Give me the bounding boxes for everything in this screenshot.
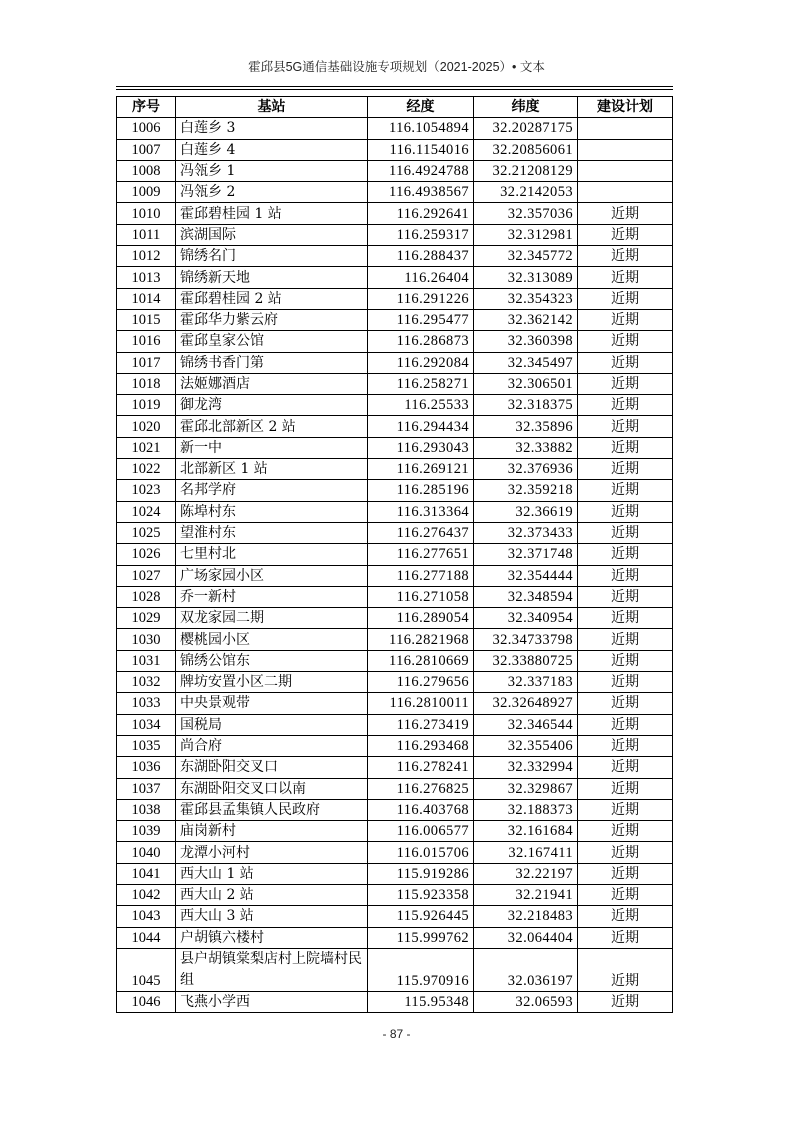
cell-id: 1015 bbox=[117, 309, 176, 330]
cell-plan bbox=[578, 160, 673, 181]
cell-plan: 近期 bbox=[578, 288, 673, 309]
cell-plan: 近期 bbox=[578, 309, 673, 330]
cell-id: 1026 bbox=[117, 544, 176, 565]
cell-latitude: 32.218483 bbox=[474, 906, 578, 927]
column-header-station: 基站 bbox=[176, 97, 368, 118]
base-station-table bbox=[116, 96, 673, 1013]
cell-plan: 近期 bbox=[578, 246, 673, 267]
table-row bbox=[117, 650, 673, 671]
table-row bbox=[117, 395, 673, 416]
cell-longitude: 116.292641 bbox=[368, 203, 474, 224]
cell-longitude: 116.313364 bbox=[368, 501, 474, 522]
cell-longitude: 116.285196 bbox=[368, 480, 474, 501]
cell-station-name: 广场家园小区 bbox=[176, 565, 368, 586]
cell-station-name: 御龙湾 bbox=[176, 395, 368, 416]
cell-id: 1032 bbox=[117, 672, 176, 693]
cell-plan: 近期 bbox=[578, 416, 673, 437]
table-row bbox=[117, 842, 673, 863]
cell-latitude: 32.33880725 bbox=[474, 650, 578, 671]
column-header-latitude: 纬度 bbox=[474, 97, 578, 118]
cell-longitude: 115.999762 bbox=[368, 927, 474, 948]
table-row bbox=[117, 608, 673, 629]
cell-plan: 近期 bbox=[578, 735, 673, 756]
cell-longitude: 116.403768 bbox=[368, 799, 474, 820]
table-row bbox=[117, 288, 673, 309]
cell-plan bbox=[578, 118, 673, 139]
cell-station-name: 锦绣公馆东 bbox=[176, 650, 368, 671]
cell-longitude: 116.269121 bbox=[368, 459, 474, 480]
cell-latitude: 32.06593 bbox=[474, 991, 578, 1012]
table-row bbox=[117, 246, 673, 267]
cell-longitude: 116.288437 bbox=[368, 246, 474, 267]
cell-latitude: 32.306501 bbox=[474, 373, 578, 394]
cell-id: 1041 bbox=[117, 863, 176, 884]
table-row bbox=[117, 416, 673, 437]
cell-id: 1009 bbox=[117, 182, 176, 203]
cell-latitude: 32.354323 bbox=[474, 288, 578, 309]
cell-latitude: 32.371748 bbox=[474, 544, 578, 565]
cell-longitude: 116.286873 bbox=[368, 331, 474, 352]
column-header-id: 序号 bbox=[117, 97, 176, 118]
table-row bbox=[117, 672, 673, 693]
cell-plan: 近期 bbox=[578, 267, 673, 288]
cell-station-name: 陈埠村东 bbox=[176, 501, 368, 522]
cell-longitude: 115.926445 bbox=[368, 906, 474, 927]
cell-longitude: 116.279656 bbox=[368, 672, 474, 693]
cell-station-name: 名邦学府 bbox=[176, 480, 368, 501]
cell-station-name: 锦绣名门 bbox=[176, 246, 368, 267]
table-row bbox=[117, 799, 673, 820]
table-row bbox=[117, 778, 673, 799]
cell-plan: 近期 bbox=[578, 821, 673, 842]
cell-id: 1043 bbox=[117, 906, 176, 927]
table-row bbox=[117, 693, 673, 714]
cell-id: 1034 bbox=[117, 714, 176, 735]
cell-id: 1011 bbox=[117, 224, 176, 245]
cell-latitude: 32.2142053 bbox=[474, 182, 578, 203]
cell-latitude: 32.36619 bbox=[474, 501, 578, 522]
table-row bbox=[117, 565, 673, 586]
cell-plan: 近期 bbox=[578, 863, 673, 884]
table-row bbox=[117, 714, 673, 735]
cell-longitude: 116.294434 bbox=[368, 416, 474, 437]
cell-id: 1024 bbox=[117, 501, 176, 522]
table-row bbox=[117, 863, 673, 884]
cell-plan: 近期 bbox=[578, 608, 673, 629]
table-row bbox=[117, 309, 673, 330]
cell-id: 1008 bbox=[117, 160, 176, 181]
cell-station-name: 县户胡镇棠梨店村上院墙村民组 bbox=[176, 948, 368, 991]
cell-id: 1013 bbox=[117, 267, 176, 288]
cell-longitude: 115.923358 bbox=[368, 884, 474, 905]
cell-id: 1036 bbox=[117, 757, 176, 778]
cell-station-name: 望淮村东 bbox=[176, 522, 368, 543]
cell-id: 1023 bbox=[117, 480, 176, 501]
cell-plan: 近期 bbox=[578, 927, 673, 948]
cell-latitude: 32.064404 bbox=[474, 927, 578, 948]
cell-plan: 近期 bbox=[578, 224, 673, 245]
table-header-row bbox=[117, 97, 673, 118]
cell-plan: 近期 bbox=[578, 884, 673, 905]
cell-plan: 近期 bbox=[578, 714, 673, 735]
cell-latitude: 32.337183 bbox=[474, 672, 578, 693]
cell-latitude: 32.20287175 bbox=[474, 118, 578, 139]
page-number: - 87 - bbox=[382, 1027, 411, 1041]
cell-plan: 近期 bbox=[578, 757, 673, 778]
cell-latitude: 32.362142 bbox=[474, 309, 578, 330]
cell-plan: 近期 bbox=[578, 501, 673, 522]
cell-station-name: 锦绣新天地 bbox=[176, 267, 368, 288]
cell-plan: 近期 bbox=[578, 352, 673, 373]
table-row bbox=[117, 437, 673, 458]
cell-id: 1046 bbox=[117, 991, 176, 1012]
cell-station-name: 法姬娜酒店 bbox=[176, 373, 368, 394]
cell-latitude: 32.345497 bbox=[474, 352, 578, 373]
cell-longitude: 116.278241 bbox=[368, 757, 474, 778]
cell-longitude: 116.2810669 bbox=[368, 650, 474, 671]
table-row bbox=[117, 182, 673, 203]
cell-longitude: 116.292084 bbox=[368, 352, 474, 373]
cell-latitude: 32.355406 bbox=[474, 735, 578, 756]
cell-latitude: 32.332994 bbox=[474, 757, 578, 778]
cell-station-name: 七里村北 bbox=[176, 544, 368, 565]
cell-longitude: 116.273419 bbox=[368, 714, 474, 735]
cell-id: 1014 bbox=[117, 288, 176, 309]
cell-longitude: 116.295477 bbox=[368, 309, 474, 330]
table-row bbox=[117, 160, 673, 181]
cell-longitude: 116.276437 bbox=[368, 522, 474, 543]
cell-plan: 近期 bbox=[578, 522, 673, 543]
cell-longitude: 116.2810011 bbox=[368, 693, 474, 714]
cell-station-name: 中央景观带 bbox=[176, 693, 368, 714]
cell-plan bbox=[578, 182, 673, 203]
cell-latitude: 32.376936 bbox=[474, 459, 578, 480]
table-row bbox=[117, 586, 673, 607]
cell-latitude: 32.360398 bbox=[474, 331, 578, 352]
cell-plan: 近期 bbox=[578, 203, 673, 224]
table-row bbox=[117, 480, 673, 501]
cell-id: 1006 bbox=[117, 118, 176, 139]
cell-longitude: 116.276825 bbox=[368, 778, 474, 799]
cell-station-name: 飞燕小学西 bbox=[176, 991, 368, 1012]
cell-latitude: 32.167411 bbox=[474, 842, 578, 863]
cell-plan: 近期 bbox=[578, 693, 673, 714]
table-row bbox=[117, 522, 673, 543]
cell-id: 1025 bbox=[117, 522, 176, 543]
table-row bbox=[117, 991, 673, 1012]
cell-latitude: 32.21941 bbox=[474, 884, 578, 905]
cell-id: 1010 bbox=[117, 203, 176, 224]
cell-station-name: 牌坊安置小区二期 bbox=[176, 672, 368, 693]
column-header-longitude: 经度 bbox=[368, 97, 474, 118]
cell-latitude: 32.313089 bbox=[474, 267, 578, 288]
cell-plan: 近期 bbox=[578, 672, 673, 693]
cell-latitude: 32.340954 bbox=[474, 608, 578, 629]
cell-station-name: 霍邱北部新区 2 站 bbox=[176, 416, 368, 437]
table-row bbox=[117, 544, 673, 565]
cell-station-name: 冯瓴乡 2 bbox=[176, 182, 368, 203]
cell-longitude: 115.95348 bbox=[368, 991, 474, 1012]
cell-plan: 近期 bbox=[578, 650, 673, 671]
cell-plan bbox=[578, 139, 673, 160]
cell-plan: 近期 bbox=[578, 629, 673, 650]
cell-plan: 近期 bbox=[578, 331, 673, 352]
table-row bbox=[117, 884, 673, 905]
cell-latitude: 32.32648927 bbox=[474, 693, 578, 714]
cell-latitude: 32.346544 bbox=[474, 714, 578, 735]
cell-longitude: 116.293468 bbox=[368, 735, 474, 756]
column-header-plan: 建设计划 bbox=[578, 97, 673, 118]
cell-station-name: 尚合府 bbox=[176, 735, 368, 756]
cell-plan: 近期 bbox=[578, 544, 673, 565]
table-row bbox=[117, 118, 673, 139]
cell-id: 1012 bbox=[117, 246, 176, 267]
cell-id: 1039 bbox=[117, 821, 176, 842]
cell-plan: 近期 bbox=[578, 778, 673, 799]
cell-id: 1038 bbox=[117, 799, 176, 820]
cell-longitude: 116.277188 bbox=[368, 565, 474, 586]
cell-longitude: 116.271058 bbox=[368, 586, 474, 607]
cell-longitude: 115.919286 bbox=[368, 863, 474, 884]
table-row bbox=[117, 927, 673, 948]
cell-plan: 近期 bbox=[578, 948, 673, 991]
cell-id: 1018 bbox=[117, 373, 176, 394]
cell-latitude: 32.357036 bbox=[474, 203, 578, 224]
cell-latitude: 32.312981 bbox=[474, 224, 578, 245]
cell-plan: 近期 bbox=[578, 437, 673, 458]
cell-id: 1042 bbox=[117, 884, 176, 905]
table-row bbox=[117, 352, 673, 373]
cell-station-name: 霍邱华力紫云府 bbox=[176, 309, 368, 330]
table-row bbox=[117, 267, 673, 288]
cell-plan: 近期 bbox=[578, 991, 673, 1012]
cell-latitude: 32.20856061 bbox=[474, 139, 578, 160]
cell-id: 1029 bbox=[117, 608, 176, 629]
cell-station-name: 北部新区 1 站 bbox=[176, 459, 368, 480]
cell-latitude: 32.318375 bbox=[474, 395, 578, 416]
cell-id: 1045 bbox=[117, 948, 176, 991]
cell-station-name: 霍邱碧桂园 1 站 bbox=[176, 203, 368, 224]
cell-station-name: 锦绣书香门第 bbox=[176, 352, 368, 373]
cell-latitude: 32.345772 bbox=[474, 246, 578, 267]
cell-longitude: 116.289054 bbox=[368, 608, 474, 629]
cell-station-name: 霍邱皇家公馆 bbox=[176, 331, 368, 352]
cell-plan: 近期 bbox=[578, 906, 673, 927]
cell-longitude: 116.1054894 bbox=[368, 118, 474, 139]
cell-station-name: 霍邱县孟集镇人民政府 bbox=[176, 799, 368, 820]
cell-station-name: 樱桃园小区 bbox=[176, 629, 368, 650]
cell-plan: 近期 bbox=[578, 459, 673, 480]
cell-id: 1035 bbox=[117, 735, 176, 756]
cell-latitude: 32.161684 bbox=[474, 821, 578, 842]
cell-longitude: 116.015706 bbox=[368, 842, 474, 863]
cell-station-name: 西大山 3 站 bbox=[176, 906, 368, 927]
cell-station-name: 龙潭小河村 bbox=[176, 842, 368, 863]
table-row bbox=[117, 821, 673, 842]
cell-longitude: 116.277651 bbox=[368, 544, 474, 565]
page-header: 霍邱县5G通信基础设施专项规划（2021-2025）• 文本 bbox=[248, 60, 545, 74]
cell-id: 1033 bbox=[117, 693, 176, 714]
cell-longitude: 116.258271 bbox=[368, 373, 474, 394]
cell-latitude: 32.036197 bbox=[474, 948, 578, 991]
cell-station-name: 国税局 bbox=[176, 714, 368, 735]
cell-id: 1044 bbox=[117, 927, 176, 948]
cell-longitude: 116.25533 bbox=[368, 395, 474, 416]
cell-station-name: 霍邱碧桂园 2 站 bbox=[176, 288, 368, 309]
cell-latitude: 32.348594 bbox=[474, 586, 578, 607]
cell-station-name: 东湖卧阳交叉口以南 bbox=[176, 778, 368, 799]
cell-id: 1030 bbox=[117, 629, 176, 650]
cell-station-name: 乔一新村 bbox=[176, 586, 368, 607]
cell-id: 1031 bbox=[117, 650, 176, 671]
cell-longitude: 116.1154016 bbox=[368, 139, 474, 160]
table-row bbox=[117, 139, 673, 160]
cell-station-name: 东湖卧阳交叉口 bbox=[176, 757, 368, 778]
cell-longitude: 116.26404 bbox=[368, 267, 474, 288]
cell-station-name: 白莲乡 4 bbox=[176, 139, 368, 160]
header-rule-bottom bbox=[116, 89, 673, 90]
cell-plan: 近期 bbox=[578, 373, 673, 394]
cell-plan: 近期 bbox=[578, 586, 673, 607]
cell-id: 1021 bbox=[117, 437, 176, 458]
table-row bbox=[117, 629, 673, 650]
cell-id: 1017 bbox=[117, 352, 176, 373]
cell-id: 1019 bbox=[117, 395, 176, 416]
cell-id: 1027 bbox=[117, 565, 176, 586]
cell-latitude: 32.359218 bbox=[474, 480, 578, 501]
cell-id: 1022 bbox=[117, 459, 176, 480]
cell-longitude: 116.259317 bbox=[368, 224, 474, 245]
cell-latitude: 32.354444 bbox=[474, 565, 578, 586]
cell-latitude: 32.22197 bbox=[474, 863, 578, 884]
cell-longitude: 116.4924788 bbox=[368, 160, 474, 181]
cell-longitude: 116.4938567 bbox=[368, 182, 474, 203]
cell-station-name: 西大山 1 站 bbox=[176, 863, 368, 884]
cell-id: 1016 bbox=[117, 331, 176, 352]
cell-station-name: 双龙家园二期 bbox=[176, 608, 368, 629]
cell-station-name: 滨湖国际 bbox=[176, 224, 368, 245]
cell-station-name: 庙岗新村 bbox=[176, 821, 368, 842]
table-row bbox=[117, 906, 673, 927]
cell-latitude: 32.35896 bbox=[474, 416, 578, 437]
table-row bbox=[117, 948, 673, 991]
cell-plan: 近期 bbox=[578, 565, 673, 586]
cell-latitude: 32.373433 bbox=[474, 522, 578, 543]
cell-latitude: 32.34733798 bbox=[474, 629, 578, 650]
cell-station-name: 新一中 bbox=[176, 437, 368, 458]
cell-id: 1040 bbox=[117, 842, 176, 863]
table-row bbox=[117, 459, 673, 480]
cell-id: 1037 bbox=[117, 778, 176, 799]
cell-station-name: 冯瓴乡 1 bbox=[176, 160, 368, 181]
cell-station-name: 户胡镇六楼村 bbox=[176, 927, 368, 948]
cell-latitude: 32.33882 bbox=[474, 437, 578, 458]
cell-latitude: 32.21208129 bbox=[474, 160, 578, 181]
cell-station-name: 白莲乡 3 bbox=[176, 118, 368, 139]
cell-longitude: 116.2821968 bbox=[368, 629, 474, 650]
table-row bbox=[117, 735, 673, 756]
cell-station-name: 西大山 2 站 bbox=[176, 884, 368, 905]
cell-longitude: 115.970916 bbox=[368, 948, 474, 991]
cell-longitude: 116.293043 bbox=[368, 437, 474, 458]
cell-id: 1028 bbox=[117, 586, 176, 607]
table-body bbox=[117, 118, 673, 1013]
cell-plan: 近期 bbox=[578, 395, 673, 416]
table-row bbox=[117, 501, 673, 522]
cell-latitude: 32.188373 bbox=[474, 799, 578, 820]
cell-plan: 近期 bbox=[578, 799, 673, 820]
cell-plan: 近期 bbox=[578, 480, 673, 501]
table-row bbox=[117, 373, 673, 394]
cell-longitude: 116.291226 bbox=[368, 288, 474, 309]
cell-id: 1020 bbox=[117, 416, 176, 437]
cell-longitude: 116.006577 bbox=[368, 821, 474, 842]
cell-plan: 近期 bbox=[578, 842, 673, 863]
table-row bbox=[117, 331, 673, 352]
cell-latitude: 32.329867 bbox=[474, 778, 578, 799]
table-row bbox=[117, 224, 673, 245]
table-row bbox=[117, 203, 673, 224]
cell-id: 1007 bbox=[117, 139, 176, 160]
table-row bbox=[117, 757, 673, 778]
header-rule-top bbox=[116, 86, 673, 87]
